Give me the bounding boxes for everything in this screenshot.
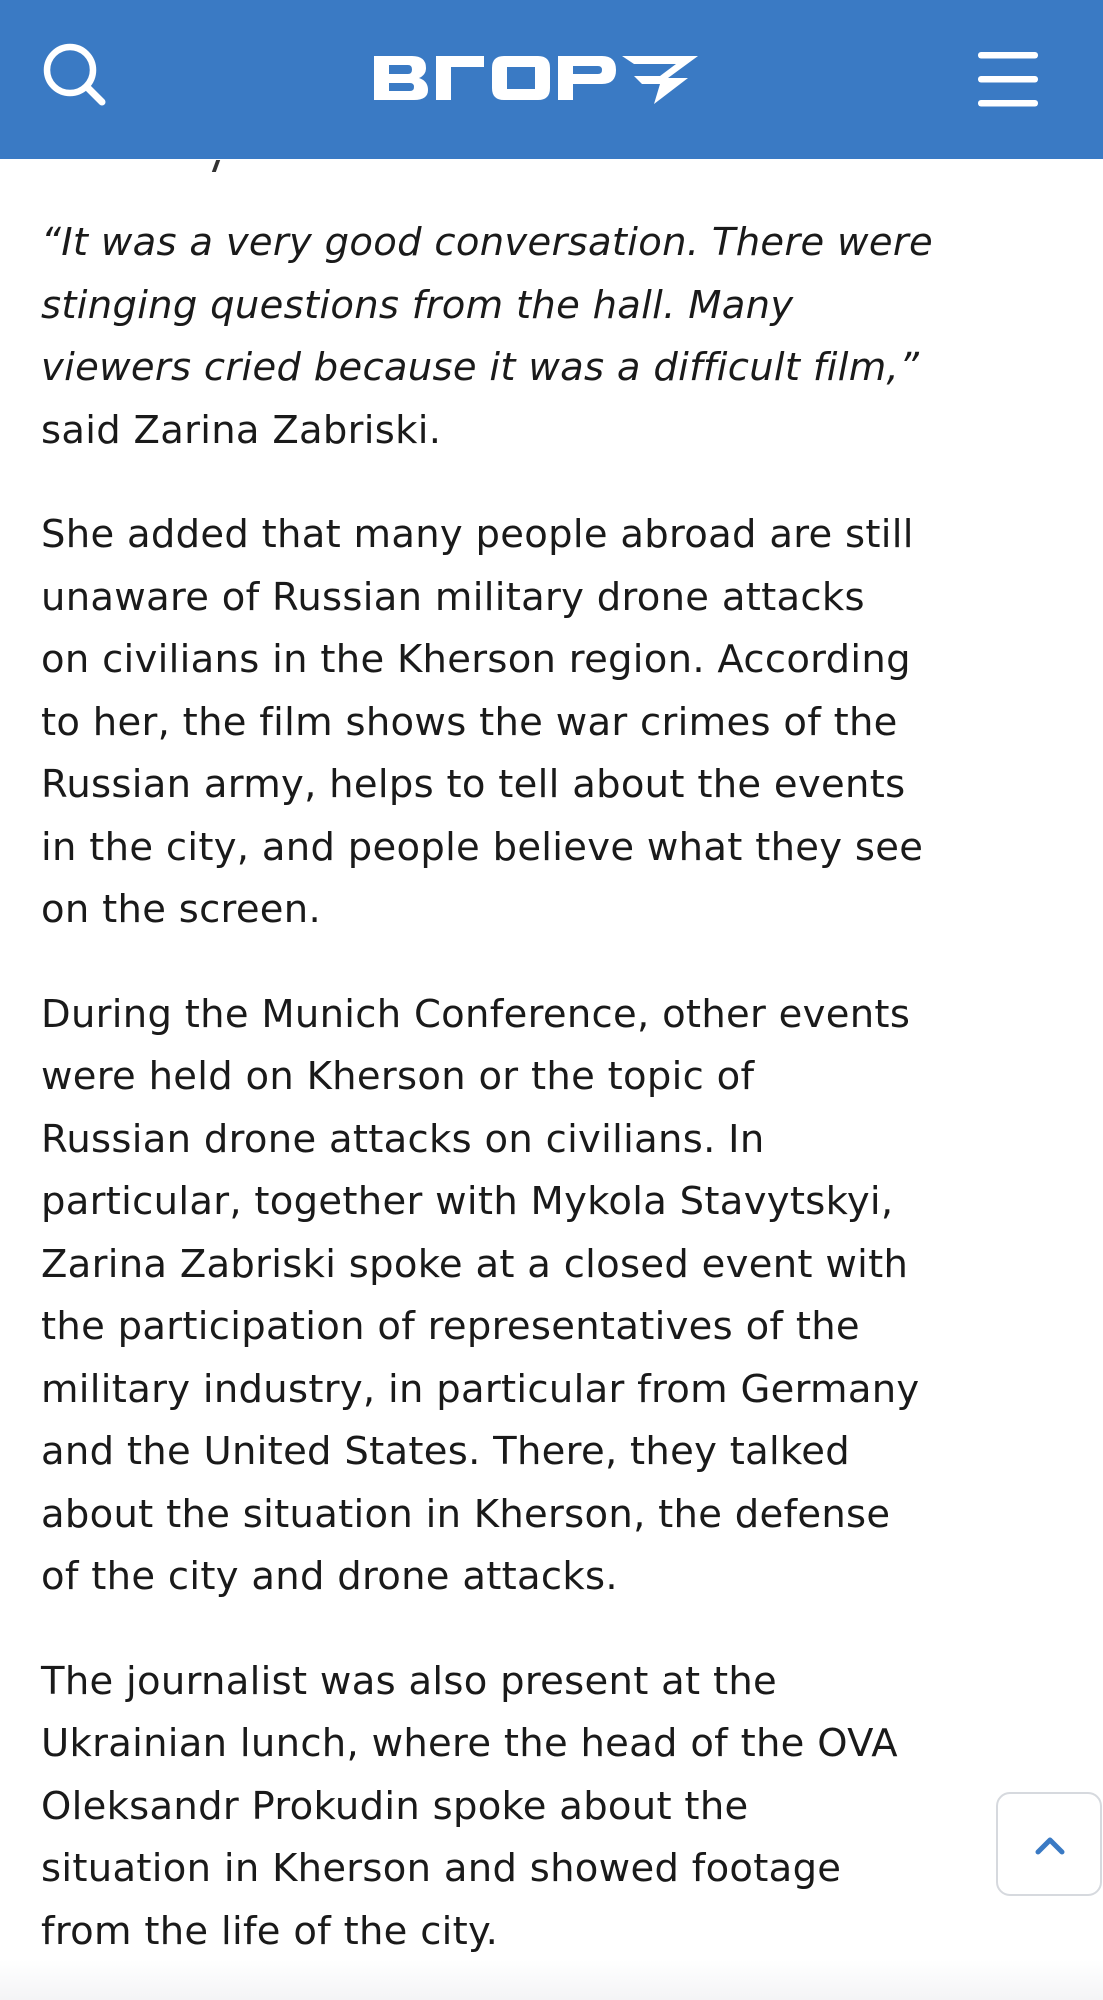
- quote-line: stinging questions from the hall. Many: [41, 282, 794, 328]
- site-header: [0, 0, 1103, 159]
- menu-button[interactable]: [970, 48, 1046, 112]
- paragraph-line: Russian drone attacks on civilians. In: [41, 1116, 765, 1162]
- paragraph-line: Oleksandr Prokudin spoke about the: [41, 1783, 749, 1829]
- paragraph-line: the participation of representatives of the: [41, 1304, 860, 1349]
- hamburger-menu-icon: [970, 48, 1046, 112]
- paragraph-line: said Zarina Zabriski.: [41, 407, 442, 453]
- paragraph-line: of the city and drone attacks.: [41, 1554, 618, 1599]
- paragraph-line: from the life of the city.: [41, 1908, 499, 1954]
- article-paragraph: [41, 212, 1071, 462]
- paragraph-line: unaware of Russian military drone attacks: [41, 574, 865, 620]
- paragraph-line: in the city, and people believe what they see: [41, 824, 924, 870]
- search-icon: [36, 36, 116, 116]
- paragraph-line: situation in Kherson and showed footage: [41, 1846, 842, 1891]
- paragraph-line: and the United States. There, they talked: [41, 1429, 850, 1474]
- site-logo[interactable]: [372, 50, 698, 106]
- article-paragraph: [41, 504, 1071, 942]
- paragraph-line: to her, the film shows the war crimes of the: [41, 699, 898, 745]
- paragraph-line: During the Munich Conference, other events: [41, 991, 911, 1037]
- paragraph-line: on civilians in the Kherson region. According: [41, 637, 911, 682]
- bottom-fade: [0, 1960, 1103, 2000]
- quote-line: viewers cried because it was a difficult film,”: [41, 345, 920, 390]
- paragraph-line: particular, together with Mykola Stavytskyi,: [41, 1179, 894, 1224]
- logo-wordmark: [372, 50, 698, 106]
- paragraph-line: about the situation in Kherson, the defense: [41, 1491, 891, 1537]
- paragraph-line: Zarina Zabriski spoke at a closed event with: [41, 1241, 909, 1287]
- clipped-previous-text: [210, 160, 224, 180]
- search-button[interactable]: [36, 36, 116, 116]
- paragraph-line: military industry, in particular from Germany: [41, 1366, 920, 1412]
- paragraph-line: Ukrainian lunch, where the head of the OVA: [41, 1721, 898, 1766]
- paragraph-line: were held on Kherson or the topic of: [41, 1054, 755, 1099]
- article-body: [41, 212, 1071, 1963]
- quote-line: “It was a very good conversation. There were: [41, 220, 933, 265]
- paragraph-line: Russian army, helps to tell about the events: [41, 762, 906, 807]
- scroll-to-top-button[interactable]: [996, 1792, 1102, 1896]
- chevron-up-icon: [1034, 1830, 1066, 1858]
- paragraph-line: on the screen.: [41, 887, 322, 932]
- article-paragraph: [41, 1651, 1071, 1964]
- paragraph-line: She added that many people abroad are still: [41, 512, 914, 557]
- paragraph-line: The journalist was also present at the: [41, 1658, 778, 1704]
- article-paragraph: [41, 984, 1071, 1609]
